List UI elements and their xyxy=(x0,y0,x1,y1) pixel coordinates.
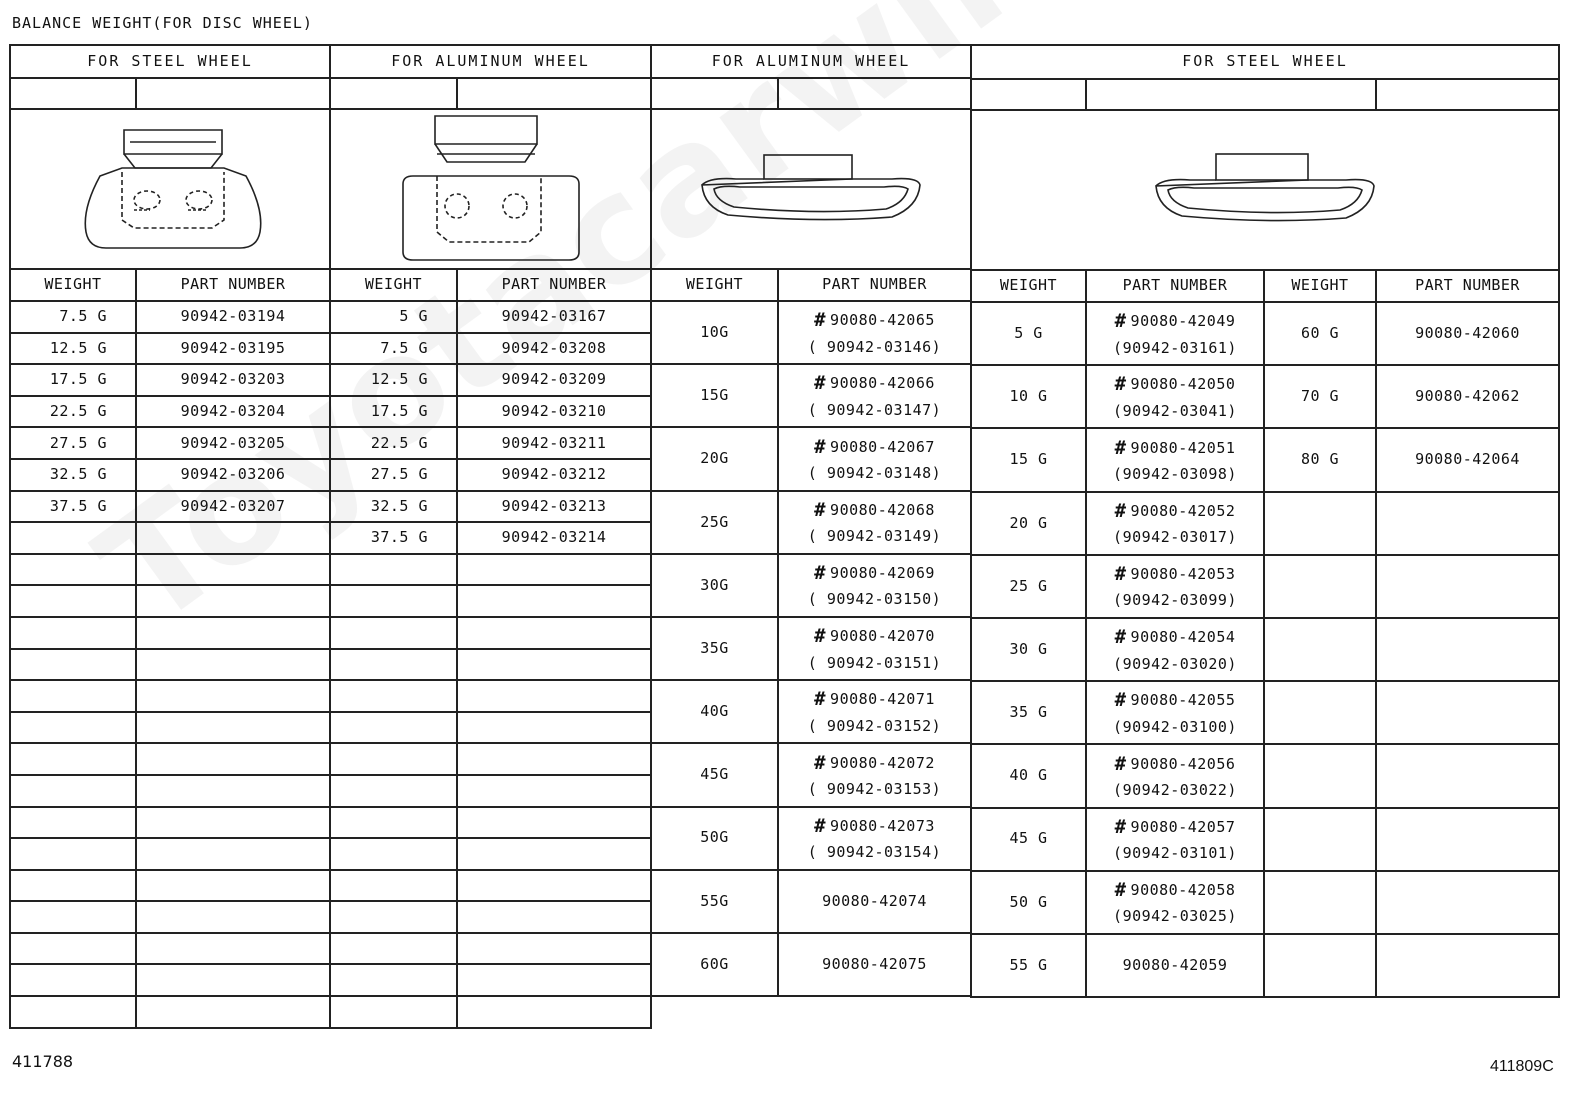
new-part-mark: # xyxy=(1114,815,1127,838)
blank-cell xyxy=(457,585,651,617)
weight-cell: 10 G xyxy=(971,365,1086,428)
blank-cell xyxy=(330,680,457,712)
blank-cell xyxy=(457,649,651,681)
blank-cell xyxy=(10,585,136,617)
blank-cell xyxy=(136,78,330,109)
part-number xyxy=(779,749,970,778)
blank-cell xyxy=(1264,681,1376,744)
weight-cell: 17.5 G xyxy=(330,396,457,428)
part-number-text: 90080-42051 xyxy=(1130,438,1236,457)
part-number-text: 90080-42056 xyxy=(1130,754,1236,773)
blank-cell xyxy=(1264,808,1376,871)
blank-cell xyxy=(457,996,651,1028)
part-number-text: 90080-42059 xyxy=(1122,955,1228,974)
weight-cell: 30G xyxy=(651,554,778,617)
new-part-mark: # xyxy=(814,688,827,711)
blank-cell xyxy=(457,775,651,807)
part-number-cell xyxy=(778,807,971,870)
alternate-part-number: (90942-03099) xyxy=(1113,591,1237,610)
blank-cell xyxy=(1376,934,1559,997)
alternate-part-number: (90942-03101) xyxy=(1113,844,1237,863)
alternate-part-number: (90942-03025) xyxy=(1113,907,1237,926)
alternate-part-number: (90942-03041) xyxy=(1113,401,1237,420)
part-number-cell xyxy=(778,301,971,364)
blank-cell xyxy=(457,964,651,996)
weight-cell: 45 G xyxy=(971,808,1086,871)
weight-cell: 5 G xyxy=(971,302,1086,365)
blank-cell xyxy=(330,78,457,109)
weight-cell: 15G xyxy=(651,364,778,427)
blank-cell xyxy=(651,78,778,109)
blank-cell xyxy=(10,617,136,649)
blank-cell xyxy=(330,870,457,902)
weight-cell: 22.5 G xyxy=(10,396,136,428)
weight-cell: 37.5 G xyxy=(330,522,457,554)
weight-cell: 80 G xyxy=(1264,428,1376,491)
blank-cell xyxy=(1376,871,1559,934)
part-number-cell: 90942-03213 xyxy=(457,491,651,523)
blank-cell xyxy=(1264,744,1376,807)
blank-cell xyxy=(136,649,330,681)
blank-cell xyxy=(1376,681,1559,744)
part-number-cell: 90080-42062 xyxy=(1376,365,1559,428)
part-number-text: 90080-42071 xyxy=(830,690,935,709)
alternate-part-number: ( 90942-03152) xyxy=(807,716,942,735)
blank-cell xyxy=(10,933,136,965)
blank-cell xyxy=(330,743,457,775)
part-number-cell: 90080-42064 xyxy=(1376,428,1559,491)
blank-cell xyxy=(330,807,457,839)
blank-cell xyxy=(10,775,136,807)
weight-cell: 70 G xyxy=(1264,365,1376,428)
part-number-cell: 90080-42060 xyxy=(1376,302,1559,365)
blank-cell xyxy=(10,680,136,712)
weight-cell: 50 G xyxy=(971,871,1086,934)
part-number xyxy=(779,622,970,651)
blank-cell xyxy=(330,933,457,965)
section2-title: FOR ALUMINUM WHEEL xyxy=(330,45,651,78)
weight-cell: 45G xyxy=(651,743,778,806)
blank-cell xyxy=(136,743,330,775)
blank-cell xyxy=(136,838,330,870)
part-number-text: 90080-42072 xyxy=(830,753,935,772)
part-number xyxy=(1087,813,1263,842)
part-number-cell xyxy=(778,933,971,996)
part-number xyxy=(779,812,970,841)
part-number xyxy=(779,369,970,398)
alternate-part-number: (90942-03161) xyxy=(1113,338,1237,357)
part-number xyxy=(1087,560,1263,589)
blank-cell xyxy=(136,775,330,807)
blank-cell xyxy=(457,554,651,586)
part-number-cell xyxy=(1086,492,1264,555)
blank-cell xyxy=(10,807,136,839)
part-number-cell xyxy=(1086,681,1264,744)
part-number xyxy=(779,953,970,976)
part-number-cell xyxy=(1086,808,1264,871)
part-number-text: 90080-42069 xyxy=(830,564,935,582)
blank-cell xyxy=(1376,79,1559,110)
weight-cell: 32.5 G xyxy=(10,459,136,491)
part-number-cell: 90942-03205 xyxy=(136,427,330,459)
part-number-text: 90080-42065 xyxy=(830,311,935,330)
blank-cell xyxy=(457,712,651,744)
blank-cell xyxy=(136,554,330,586)
part-number xyxy=(779,559,970,588)
part-number-cell xyxy=(1086,618,1264,681)
blank-cell xyxy=(457,680,651,712)
blank-cell xyxy=(457,838,651,870)
part-number-text: 90080-42068 xyxy=(830,500,935,519)
new-part-mark: # xyxy=(1114,626,1127,649)
col-header-weight: WEIGHT xyxy=(651,269,778,301)
blank-cell xyxy=(10,964,136,996)
middle-parts-table xyxy=(650,44,972,997)
part-number-cell xyxy=(778,870,971,933)
part-number xyxy=(779,433,970,462)
part-number xyxy=(1087,434,1263,463)
blank-cell xyxy=(10,78,136,109)
weight-cell: 60 G xyxy=(1264,302,1376,365)
weight-cell: 25 G xyxy=(971,555,1086,618)
part-number-text: 90080-42075 xyxy=(822,954,927,973)
part-number-cell xyxy=(778,743,971,806)
part-number-text: 90080-42070 xyxy=(830,627,935,646)
section3-title: FOR ALUMINUM WHEEL xyxy=(651,45,971,78)
part-number-text: 90080-42067 xyxy=(830,437,935,456)
weight-cell: 55G xyxy=(651,870,778,933)
part-number xyxy=(779,496,970,525)
blank-cell xyxy=(10,743,136,775)
blank-cell xyxy=(136,680,330,712)
blank-cell xyxy=(778,78,971,109)
weight-cell: 15 G xyxy=(971,428,1086,491)
blank-cell xyxy=(330,649,457,681)
illustration-code-right: 411809C xyxy=(1490,1058,1554,1075)
blank-cell xyxy=(1264,555,1376,618)
alternate-part-number: ( 90942-03154) xyxy=(807,843,942,862)
section1-title: FOR STEEL WHEEL xyxy=(10,45,330,78)
col-header-part-number: PART NUMBER xyxy=(778,269,971,301)
part-number-text: 90080-42058 xyxy=(1130,880,1236,899)
blank-cell xyxy=(330,585,457,617)
part-number xyxy=(779,685,970,714)
blank-cell xyxy=(10,838,136,870)
weight-cell: 10G xyxy=(651,301,778,364)
blank-cell xyxy=(136,901,330,933)
blank-cell xyxy=(136,964,330,996)
part-number xyxy=(1087,370,1263,399)
part-number-cell: 90942-03211 xyxy=(457,427,651,459)
blank-cell xyxy=(136,522,330,554)
part-number xyxy=(1087,954,1263,977)
weight-cell: 7.5 G xyxy=(10,301,136,333)
part-number-text: 90080-42054 xyxy=(1130,628,1236,647)
blank-cell xyxy=(10,996,136,1028)
blank-cell xyxy=(1376,618,1559,681)
part-number-text: 90080-42049 xyxy=(1130,312,1236,331)
alternate-part-number: (90942-03100) xyxy=(1113,717,1237,736)
col-header-weight: WEIGHT xyxy=(10,269,136,301)
blank-cell xyxy=(330,554,457,586)
blank-cell xyxy=(136,585,330,617)
weight-cell: 27.5 G xyxy=(330,459,457,491)
blank-cell xyxy=(457,933,651,965)
part-number-cell: 90942-03208 xyxy=(457,333,651,365)
new-part-mark: # xyxy=(814,309,827,332)
part-number-text: 90080-42052 xyxy=(1130,501,1236,520)
weight-cell: 50G xyxy=(651,807,778,870)
part-number-cell xyxy=(778,554,971,617)
part-number-text: 90080-42073 xyxy=(830,816,935,835)
part-number-cell xyxy=(1086,744,1264,807)
part-number-cell: 90942-03203 xyxy=(136,364,330,396)
alternate-part-number: (90942-03098) xyxy=(1113,465,1237,484)
aluminum-adhesive-weight-illustration xyxy=(651,109,971,269)
blank-cell xyxy=(330,964,457,996)
part-number-cell xyxy=(1086,428,1264,491)
part-number-cell: 90942-03167 xyxy=(457,301,651,333)
blank-cell xyxy=(136,996,330,1028)
part-number-cell: 90942-03194 xyxy=(136,301,330,333)
alternate-part-number: ( 90942-03147) xyxy=(807,400,942,419)
new-part-mark: # xyxy=(1114,373,1127,396)
left-parts-table xyxy=(9,44,652,1029)
part-number-cell: 90942-03209 xyxy=(457,364,651,396)
weight-cell: 60G xyxy=(651,933,778,996)
part-number-cell xyxy=(1086,871,1264,934)
part-number xyxy=(1087,623,1263,652)
blank-cell xyxy=(1376,744,1559,807)
part-number-text: 90080-42074 xyxy=(822,891,927,910)
illustration-code-left: 411788 xyxy=(12,1052,74,1071)
blank-cell xyxy=(971,79,1086,110)
blank-cell xyxy=(1376,808,1559,871)
new-part-mark: # xyxy=(1114,563,1127,585)
blank-cell xyxy=(136,870,330,902)
part-number-cell xyxy=(778,364,971,427)
part-number xyxy=(1087,686,1263,715)
blank-cell xyxy=(1376,555,1559,618)
weight-cell: 22.5 G xyxy=(330,427,457,459)
col-header-weight: WEIGHT xyxy=(971,270,1086,302)
weight-cell: 27.5 G xyxy=(10,427,136,459)
col-header-part-number: PART NUMBER xyxy=(1376,270,1559,302)
part-number xyxy=(1087,750,1263,779)
blank-cell xyxy=(10,870,136,902)
weight-cell: 20G xyxy=(651,427,778,490)
blank-cell xyxy=(1264,492,1376,555)
blank-cell xyxy=(330,838,457,870)
part-number-cell: 90942-03214 xyxy=(457,522,651,554)
weight-cell: 37.5 G xyxy=(10,491,136,523)
part-number-cell xyxy=(1086,365,1264,428)
blank-cell xyxy=(10,712,136,744)
new-part-mark: # xyxy=(814,562,827,584)
blank-cell xyxy=(10,522,136,554)
part-number-text: 90080-42053 xyxy=(1130,565,1236,583)
blank-cell xyxy=(136,807,330,839)
alternate-part-number: ( 90942-03153) xyxy=(807,780,942,798)
blank-cell xyxy=(457,807,651,839)
part-number xyxy=(1087,876,1263,905)
part-number-cell xyxy=(1086,302,1264,365)
weight-cell: 40 G xyxy=(971,744,1086,807)
aluminum-clip-weight-illustration xyxy=(330,109,651,269)
part-number-cell xyxy=(1086,555,1264,618)
new-part-mark: # xyxy=(1114,878,1127,901)
blank-cell xyxy=(1264,871,1376,934)
col-header-part-number: PART NUMBER xyxy=(136,269,330,301)
part-number xyxy=(1087,497,1263,526)
alternate-part-number: ( 90942-03150) xyxy=(807,590,942,609)
col-header-part-number: PART NUMBER xyxy=(457,269,651,301)
blank-cell xyxy=(136,617,330,649)
new-part-mark: # xyxy=(1114,499,1127,522)
part-number-cell xyxy=(778,491,971,554)
new-part-mark: # xyxy=(814,814,827,837)
new-part-mark: # xyxy=(814,751,827,774)
weight-cell: 32.5 G xyxy=(330,491,457,523)
part-number-cell: 90942-03207 xyxy=(136,491,330,523)
page-title: BALANCE WEIGHT(FOR DISC WHEEL) xyxy=(12,14,313,32)
new-part-mark: # xyxy=(814,435,827,458)
part-number-text: 90080-42057 xyxy=(1130,817,1236,836)
blank-cell xyxy=(1376,492,1559,555)
weight-cell: 12.5 G xyxy=(10,333,136,365)
blank-cell xyxy=(330,775,457,807)
col-header-part-number: PART NUMBER xyxy=(1086,270,1264,302)
alternate-part-number: ( 90942-03148) xyxy=(807,464,942,483)
part-number-text: 90080-42066 xyxy=(830,374,935,393)
part-number-cell: 90942-03204 xyxy=(136,396,330,428)
alternate-part-number: (90942-03020) xyxy=(1113,654,1237,673)
steel-clip-weight-illustration xyxy=(10,109,330,269)
part-number-cell: 90942-03212 xyxy=(457,459,651,491)
weight-cell: 5 G xyxy=(330,301,457,333)
new-part-mark: # xyxy=(1114,310,1127,333)
weight-cell: 25G xyxy=(651,491,778,554)
part-number xyxy=(1087,307,1263,336)
blank-cell xyxy=(10,554,136,586)
blank-cell xyxy=(457,901,651,933)
new-part-mark: # xyxy=(1114,752,1127,775)
weight-cell: 35 G xyxy=(971,681,1086,744)
blank-cell xyxy=(457,617,651,649)
new-part-mark: # xyxy=(1114,689,1127,712)
part-number-cell: 90942-03206 xyxy=(136,459,330,491)
steel-adhesive-weight-illustration xyxy=(971,110,1559,270)
blank-cell xyxy=(330,712,457,744)
weight-cell: 7.5 G xyxy=(330,333,457,365)
weight-cell: 35G xyxy=(651,617,778,680)
weight-cell: 12.5 G xyxy=(330,364,457,396)
blank-cell xyxy=(10,901,136,933)
alternate-part-number: ( 90942-03146) xyxy=(807,337,942,356)
blank-cell xyxy=(457,870,651,902)
new-part-mark: # xyxy=(814,498,827,521)
part-number-cell xyxy=(778,427,971,490)
part-number-cell xyxy=(778,617,971,680)
new-part-mark: # xyxy=(1114,436,1127,459)
alternate-part-number: ( 90942-03149) xyxy=(807,527,942,546)
new-part-mark: # xyxy=(814,625,827,648)
blank-cell xyxy=(1264,934,1376,997)
blank-cell xyxy=(136,712,330,744)
part-number-cell xyxy=(1086,934,1264,997)
part-number-text: 90080-42050 xyxy=(1130,375,1236,394)
weight-cell: 20 G xyxy=(971,492,1086,555)
blank-cell xyxy=(457,78,651,109)
right-parts-table xyxy=(970,44,1560,998)
alternate-part-number: ( 90942-03151) xyxy=(807,653,942,672)
blank-cell xyxy=(1086,79,1376,110)
part-number-cell xyxy=(778,680,971,743)
weight-cell: 30 G xyxy=(971,618,1086,681)
col-header-weight: WEIGHT xyxy=(330,269,457,301)
blank-cell xyxy=(330,617,457,649)
part-number-text: 90080-42055 xyxy=(1130,691,1236,710)
weight-cell: 55 G xyxy=(971,934,1086,997)
col-header-weight: WEIGHT xyxy=(1264,270,1376,302)
weight-cell: 40G xyxy=(651,680,778,743)
alternate-part-number: (90942-03017) xyxy=(1113,528,1237,547)
part-number xyxy=(779,306,970,335)
blank-cell xyxy=(10,649,136,681)
section4-title: FOR STEEL WHEEL xyxy=(971,45,1559,79)
part-number-cell: 90942-03210 xyxy=(457,396,651,428)
blank-cell xyxy=(1264,618,1376,681)
new-part-mark: # xyxy=(814,372,827,395)
alternate-part-number: (90942-03022) xyxy=(1113,781,1237,799)
weight-cell: 17.5 G xyxy=(10,364,136,396)
part-number xyxy=(779,890,970,913)
blank-cell xyxy=(136,933,330,965)
blank-cell xyxy=(330,901,457,933)
part-number-cell: 90942-03195 xyxy=(136,333,330,365)
blank-cell xyxy=(457,743,651,775)
blank-cell xyxy=(330,996,457,1028)
